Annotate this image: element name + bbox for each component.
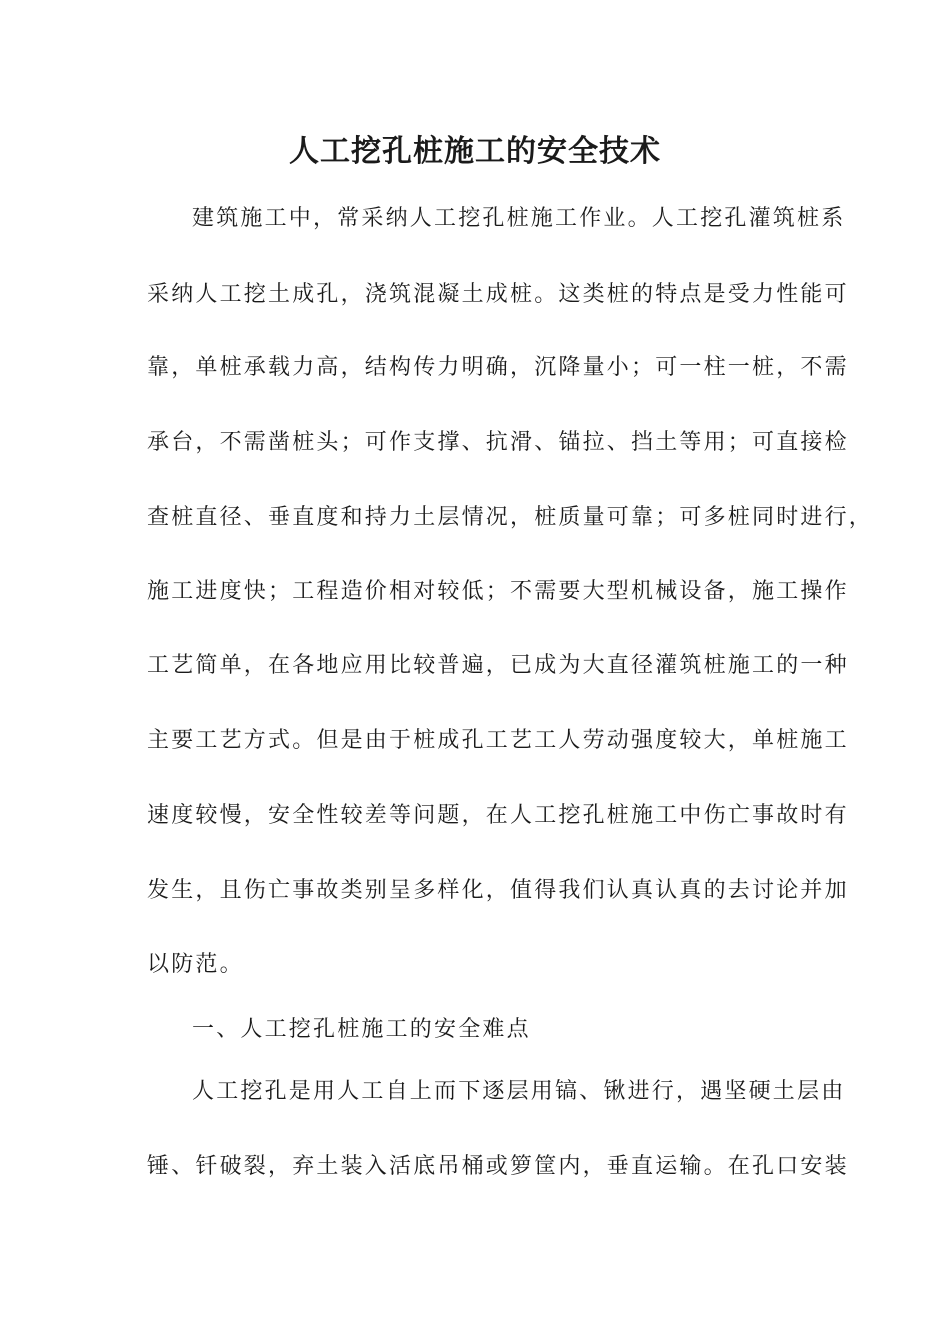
paragraph-line: 人工挖孔是用人工自上而下逐层用镐、锹进行，遇坚硬土层由 [192, 1079, 846, 1104]
document-title: 人工挖孔桩施工的安全技术 [289, 134, 661, 169]
paragraph-line: 发生，且伤亡事故类别呈多样化，值得我们认真认真的去讨论并加 [147, 878, 849, 903]
paragraph-line: 工艺简单，在各地应用比较普遍，已成为大直径灌筑桩施工的一种 [147, 653, 849, 678]
paragraph-line: 靠，单桩承载力高，结构传力明确，沉降量小；可一柱一桩，不需 [147, 355, 849, 380]
paragraph-line: 承台，不需凿桩头；可作支撑、抗滑、锚拉、挡土等用；可直接检 [147, 430, 849, 455]
paragraph-line: 施工进度快；工程造价相对较低；不需要大型机械设备，施工操作 [147, 579, 849, 604]
paragraph-line: 以防范。 [147, 952, 244, 977]
paragraph-line: 采纳人工挖土成孔，浇筑混凝土成桩。这类桩的特点是受力性能可 [147, 282, 849, 307]
paragraph-line: 建筑施工中，常采纳人工挖孔桩施工作业。人工挖孔灌筑桩系 [192, 206, 846, 231]
paragraph-line: 锤、钎破裂，弃土装入活底吊桶或箩筐内，垂直运输。在孔口安装 [147, 1154, 849, 1179]
paragraph-line: 速度较慢，安全性较差等问题，在人工挖孔桩施工中伤亡事故时有 [147, 803, 849, 828]
section-heading: 一、人工挖孔桩施工的安全难点 [192, 1017, 531, 1042]
paragraph-line: 查桩直径、垂直度和持力土层情况，桩质量可靠；可多桩同时进行， [147, 505, 874, 530]
paragraph-line: 主要工艺方式。但是由于桩成孔工艺工人劳动强度较大，单桩施工 [147, 728, 849, 753]
